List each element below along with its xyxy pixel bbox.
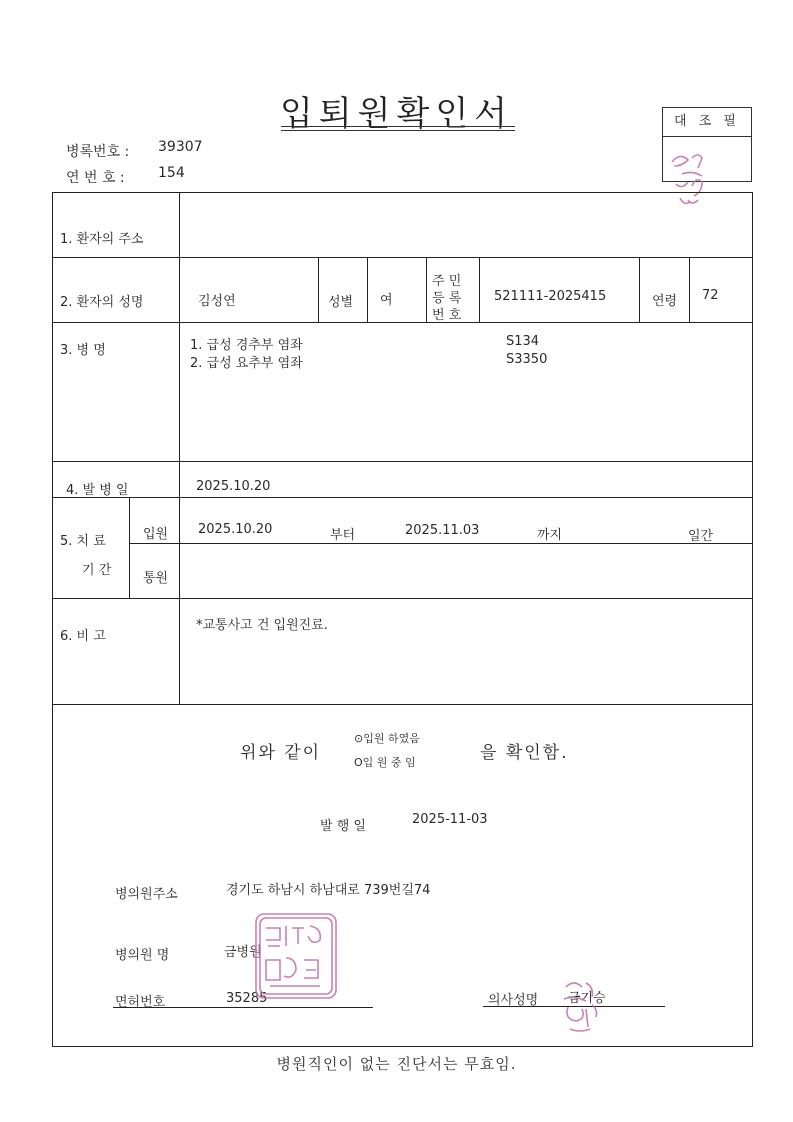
row-divider — [53, 598, 753, 599]
column-divider — [367, 257, 368, 322]
row-divider — [129, 543, 753, 544]
sex-value: 여 — [380, 293, 393, 308]
issue-date: 2025-11-03 — [412, 812, 488, 827]
row-divider — [53, 322, 753, 323]
column-divider — [179, 193, 180, 704]
compare-label: 대 조 필 — [663, 108, 751, 137]
rrn-label-1: 주 민 — [432, 274, 462, 289]
title-underline — [281, 126, 515, 127]
hospital-seal-stamp — [250, 910, 340, 1002]
inpatient-label: 입원 — [143, 527, 169, 542]
confirm-suffix: 을 확인함. — [480, 743, 569, 763]
treatment-label-1: 5. 치 료 — [60, 534, 106, 549]
confirm-prefix: 위와 같이 — [240, 743, 322, 763]
footer-notice: 병원직인이 없는 진단서는 무효임. — [276, 1055, 517, 1073]
address-label: 1. 환자의 주소 — [60, 232, 144, 247]
remarks-label: 6. 비 고 — [60, 629, 106, 644]
column-divider — [639, 257, 640, 322]
treatment-label-2: 기 간 — [82, 563, 112, 578]
from-label: 부터 — [330, 528, 356, 543]
hospital-address-value: 경기도 하남시 하남대로 739번길74 — [226, 883, 431, 898]
outpatient-label: 통원 — [143, 571, 169, 586]
doctor-name: 금기승 — [568, 991, 606, 1006]
row-divider — [53, 704, 753, 705]
rrn-label-3: 번 호 — [432, 308, 462, 323]
to-label: 까지 — [537, 528, 563, 543]
diagnosis-1-code: S134 — [506, 334, 540, 349]
rrn-value: 521111-2025415 — [494, 289, 607, 304]
onset-value: 2025.10.20 — [196, 479, 271, 494]
column-divider — [129, 497, 130, 598]
doctor-label: 의사성명 — [488, 993, 539, 1008]
column-divider — [479, 257, 480, 322]
serial-no-label: 연 번 호 : — [66, 170, 125, 186]
hospital-address-label: 병의원주소 — [115, 887, 178, 902]
row-divider — [53, 461, 753, 462]
license-no: 35285 — [226, 991, 268, 1006]
hospital-name-label: 병의원 명 — [115, 948, 170, 963]
inpatient-to: 2025.11.03 — [405, 523, 480, 538]
inpatient-from: 2025.10.20 — [198, 522, 273, 537]
onset-label: 4. 발 병 일 — [66, 483, 129, 498]
name-label: 2. 환자의 성명 — [60, 295, 144, 310]
row-divider — [53, 257, 753, 258]
column-divider — [426, 257, 427, 322]
issue-label: 발 행 일 — [320, 819, 366, 834]
row-divider — [53, 497, 753, 498]
title-underline-2 — [281, 130, 515, 131]
license-label: 면허번호 — [115, 995, 166, 1010]
remarks-value: *교통사고 건 입원진료. — [196, 618, 328, 633]
name-value: 김성연 — [198, 294, 236, 309]
column-divider — [318, 257, 319, 322]
diagnosis-2-code: S3350 — [506, 352, 548, 367]
record-no-value: 39307 — [158, 139, 203, 155]
serial-no-value: 154 — [158, 165, 185, 181]
sex-label: 성별 — [328, 295, 354, 310]
license-underline — [113, 1007, 373, 1008]
age-label: 연령 — [652, 294, 678, 309]
diagnosis-label: 3. 병 명 — [60, 343, 106, 358]
rrn-label-2: 등 록 — [432, 291, 462, 306]
form-table — [52, 192, 753, 1047]
age-value: 72 — [702, 288, 719, 303]
diagnosis-1-name: 1. 급성 경추부 염좌 — [190, 338, 303, 353]
confirm-option-inpatient: O입 원 중 임 — [354, 756, 416, 769]
hospital-name-value: 금병원 — [224, 945, 262, 960]
days-label: 일간 — [688, 529, 714, 544]
confirm-option-admitted: ⊙입원 하였음 — [354, 732, 420, 745]
record-no-label: 병록번호 : — [66, 144, 130, 160]
diagnosis-2-name: 2. 급성 요추부 염좌 — [190, 356, 303, 371]
doctor-seal-stamp — [552, 975, 616, 1039]
document-title: 입퇴원확인서 — [279, 94, 514, 134]
column-divider — [689, 257, 690, 322]
